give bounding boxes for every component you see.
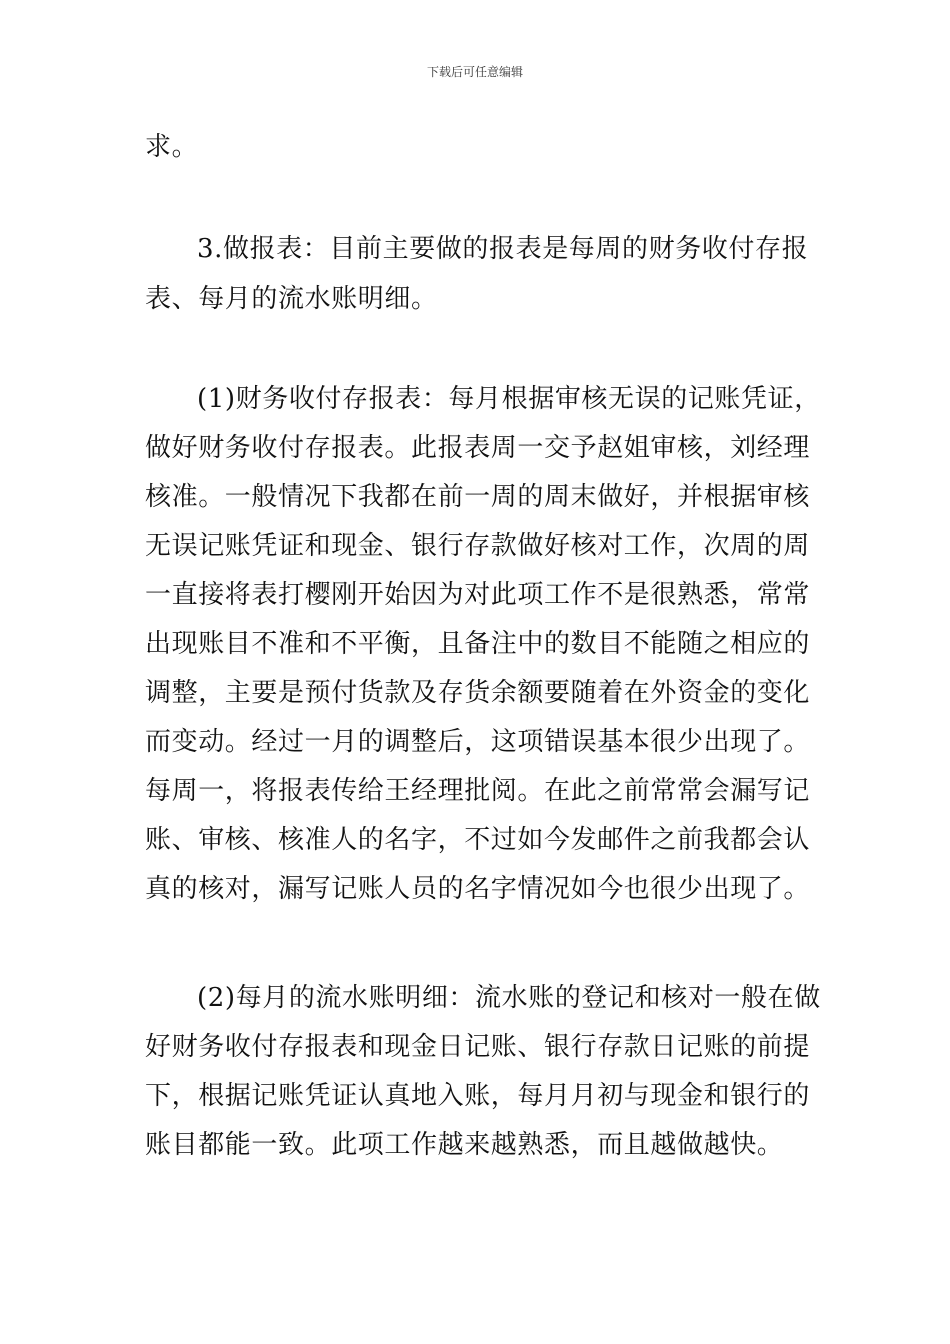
text-line: 求。 <box>145 132 199 162</box>
text-line: (2)每月的流水账明细：流水账的登记和核对一般在做 <box>197 983 821 1013</box>
text-line: 做好财务收付存报表。此报表周一交予赵姐审核，刘经理 <box>145 433 811 463</box>
text-line: 3.做报表：目前主要做的报表是每周的财务收付存报 <box>197 234 809 264</box>
text-line: 一直接将表打樱刚开始因为对此项工作不是很熟悉，常常 <box>145 580 811 610</box>
text-line: 出现账目不准和不平衡，且备注中的数目不能随之相应的 <box>145 629 811 659</box>
text-line: 核准。一般情况下我都在前一周的周末做好，并根据审核 <box>145 482 811 512</box>
text-line: 每周一，将报表传给王经理批阅。在此之前常常会漏写记 <box>145 776 811 806</box>
text-line: 调整，主要是预付货款及存货余额要随着在外资金的变化 <box>145 678 811 708</box>
page-header: 下载后可任意编辑 <box>426 65 523 79</box>
text-line: 无误记账凭证和现金、银行存款做好核对工作，次周的周 <box>145 531 811 561</box>
text-line: 账、审核、核准人的名字，不过如今发邮件之前我都会认 <box>145 825 811 855</box>
text-line: 而变动。经过一月的调整后，这项错误基本很少出现了。 <box>145 727 811 757</box>
text-line: (1)财务收付存报表：每月根据审核无误的记账凭证， <box>197 384 821 414</box>
text-line: 账目都能一致。此项工作越来越熟悉，而且越做越快。 <box>145 1130 784 1160</box>
text-line: 好财务收付存报表和现金日记账、银行存款日记账的前提 <box>145 1032 811 1062</box>
text-line: 下，根据记账凭证认真地入账，每月月初与现金和银行的 <box>145 1081 811 1111</box>
text-line: 表、每月的流水账明细。 <box>145 284 438 314</box>
text-line: 真的核对，漏写记账人员的名字情况如今也很少出现了。 <box>145 874 811 904</box>
